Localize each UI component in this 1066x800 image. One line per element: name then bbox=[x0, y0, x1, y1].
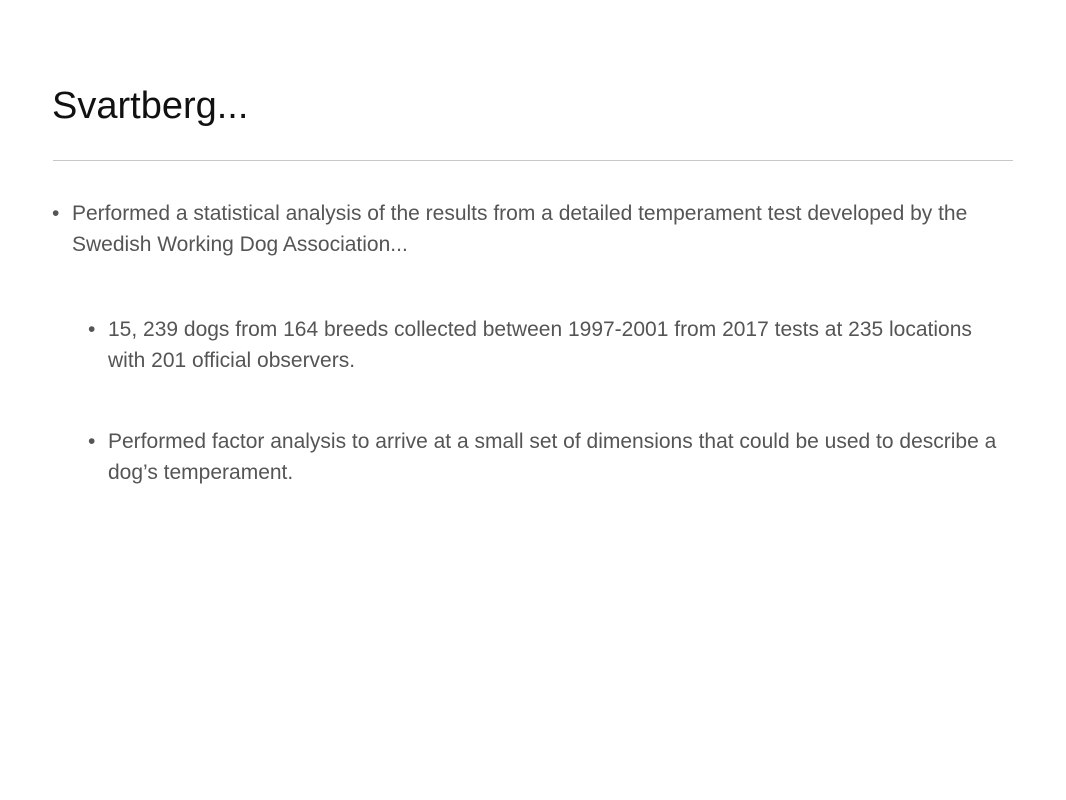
slide-title: Svartberg... bbox=[52, 85, 249, 127]
sub-bullet-text: 15, 239 dogs from 164 breeds collected between 1997-2001 from 2017 tests at 235 locations with 201 official observers. bbox=[108, 318, 972, 372]
sub-bullet-text: Performed factor analysis to arrive at a small set of dimensions that could be used to describe a dog’s temperament. bbox=[108, 430, 997, 484]
bullet-text: Performed a statistical analysis of the results from a detailed temperament test developed by the Swedish Working Dog Association... bbox=[72, 202, 968, 256]
bullet-marker: • bbox=[52, 202, 60, 225]
bullet-marker: • bbox=[88, 430, 96, 453]
sub-bullet-item bbox=[88, 426, 1013, 488]
title-divider bbox=[53, 160, 1013, 161]
bullet-marker: • bbox=[88, 318, 96, 341]
bullet-item bbox=[52, 198, 1012, 260]
sub-bullet-item bbox=[88, 314, 1013, 376]
